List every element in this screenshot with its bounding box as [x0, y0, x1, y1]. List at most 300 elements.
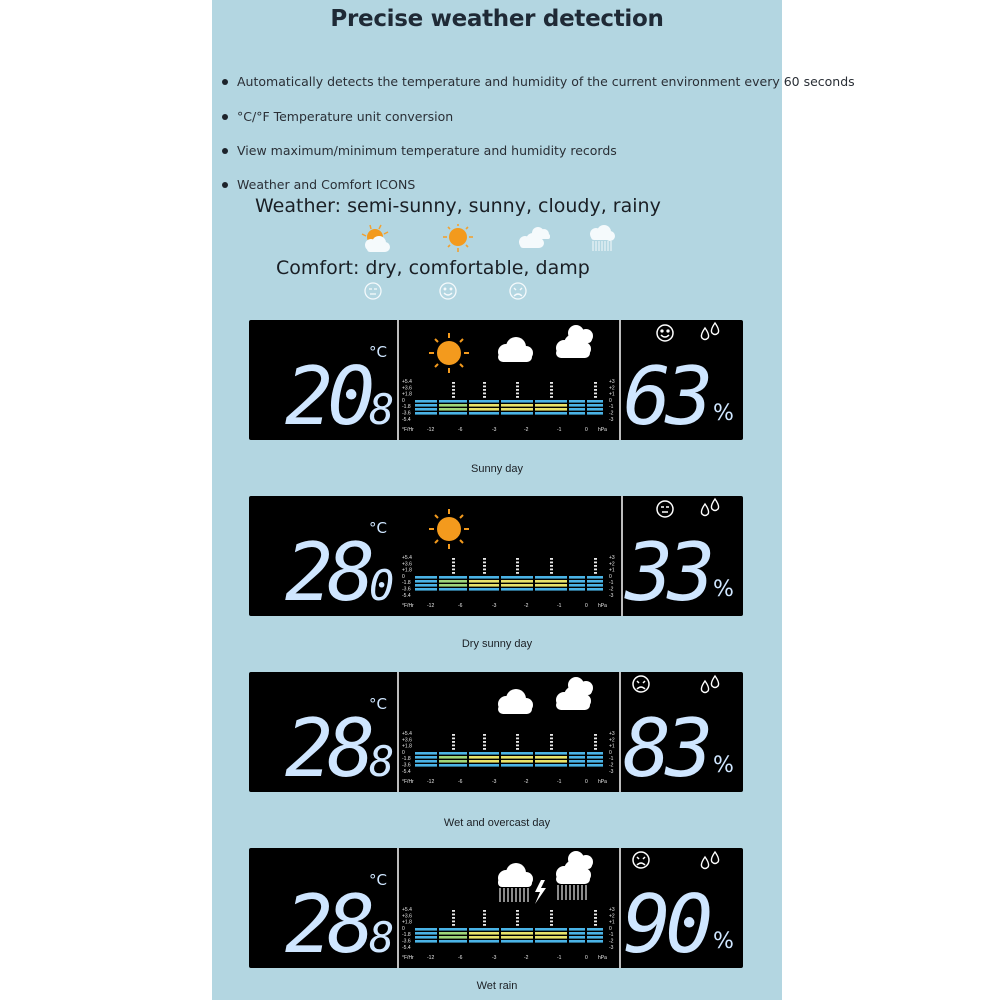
trend-dot — [452, 386, 455, 388]
trend-bar-segment — [439, 408, 467, 411]
trend-bar-segment — [469, 764, 499, 767]
trend-dot — [516, 393, 519, 395]
humidity-digits: 83 — [623, 702, 708, 792]
trend-bar-graph — [399, 672, 619, 792]
trend-bar-segment — [569, 756, 585, 759]
trend-dot — [594, 382, 597, 384]
trend-dot — [516, 924, 519, 926]
trend-bar-segment — [469, 404, 499, 407]
trend-bar-segment — [469, 752, 499, 755]
trend-bar-segment — [569, 580, 585, 583]
trend-bar-segment — [501, 400, 533, 403]
x-axis-label: 0 — [585, 427, 588, 433]
trend-dot — [483, 565, 486, 567]
trend-dot — [483, 393, 486, 395]
y-axis-right-label: +3 — [609, 731, 615, 737]
trend-bar-segment — [535, 404, 567, 407]
trend-bar-segment — [501, 404, 533, 407]
x-axis-label: °F/Hr — [402, 427, 414, 433]
x-axis-label: 0 — [585, 603, 588, 609]
y-axis-left-label: +5.4 — [402, 907, 412, 913]
trend-dot — [452, 748, 455, 750]
x-axis-label: °F/Hr — [402, 603, 414, 609]
trend-dot — [516, 382, 519, 384]
trend-bar-segment — [587, 580, 603, 583]
trend-bar-segment — [439, 580, 467, 583]
damp-face-icon — [633, 852, 649, 868]
feature-bullet-3: View maximum/minimum temperature and humidity records — [222, 143, 617, 158]
bullet-dot-icon — [222, 79, 228, 85]
trend-bar-segment — [535, 932, 567, 935]
temperature-readout — [249, 672, 397, 792]
trend-dot — [452, 569, 455, 571]
trend-dot — [594, 921, 597, 923]
trend-dot — [550, 910, 553, 912]
humidity-unit: % — [713, 753, 734, 778]
feature-bullet-1: Automatically detects the temperature and humidity of the current environment every 60 seconds — [222, 74, 855, 89]
trend-dot — [483, 558, 486, 560]
x-axis-label: hPa — [598, 779, 607, 785]
trend-bar-segment — [587, 928, 603, 931]
cloudy-icon — [519, 227, 550, 248]
weather-legend — [355, 224, 655, 258]
trend-bar-segment — [415, 752, 437, 755]
trend-dot — [483, 921, 486, 923]
trend-dot — [483, 562, 486, 564]
trend-dot — [516, 558, 519, 560]
x-axis-label: -1 — [557, 779, 562, 785]
trend-bar-segment — [415, 580, 437, 583]
trend-dot — [452, 396, 455, 398]
y-axis-left-label: -1.8 — [402, 932, 411, 939]
trend-dot — [452, 910, 455, 912]
trend-bar-segment — [469, 576, 499, 579]
trend-bar-segment — [587, 588, 603, 591]
y-axis-left-label: -5.4 — [402, 416, 411, 423]
temperature-decimal-digit: 8 — [369, 737, 395, 786]
x-axis-label: -3 — [492, 955, 497, 961]
trend-dot — [516, 917, 519, 919]
x-axis-label: 0 — [585, 955, 588, 961]
trend-dot — [594, 914, 597, 916]
bullet-dot-icon — [222, 114, 228, 120]
trend-bar-segment — [439, 400, 467, 403]
feature-bullet-2: °C/°F Temperature unit conversion — [222, 109, 453, 124]
caption-3: Wet and overcast day — [443, 817, 551, 829]
trend-dot — [594, 734, 597, 736]
y-axis-right-label: 0 — [609, 925, 612, 932]
y-axis-right-label: +3 — [609, 907, 615, 913]
trend-dot — [452, 565, 455, 567]
trend-dot — [516, 748, 519, 750]
y-axis-right-label: +2 — [609, 737, 615, 744]
trend-bar-segment — [415, 576, 437, 579]
trend-bar-graph — [399, 320, 619, 440]
trend-dot — [594, 389, 597, 391]
humidity-unit: % — [713, 929, 734, 954]
damp-face-icon — [633, 676, 649, 692]
trend-bar-segment — [535, 584, 567, 587]
trend-dot — [483, 569, 486, 571]
rainy-icon — [498, 863, 533, 902]
trend-bar-segment — [501, 940, 533, 943]
x-axis-label: -1 — [557, 955, 562, 961]
trend-bar-segment — [501, 752, 533, 755]
y-axis-left-label: +3.6 — [402, 913, 412, 920]
humidity-readout — [621, 848, 743, 968]
x-axis-label: -6 — [458, 427, 463, 433]
trend-dot — [516, 572, 519, 574]
trend-dot — [516, 745, 519, 747]
trend-bar-segment — [501, 580, 533, 583]
y-axis-left-label: +1.8 — [402, 567, 412, 574]
trend-bar-segment — [469, 932, 499, 935]
y-axis-right-label: -1 — [609, 932, 614, 939]
trend-dot — [452, 741, 455, 743]
y-axis-right-label: -1 — [609, 404, 614, 411]
x-axis-label: -6 — [458, 955, 463, 961]
trend-dot — [550, 748, 553, 750]
trend-dot — [550, 921, 553, 923]
trend-bar-segment — [469, 584, 499, 587]
trend-bar-segment — [439, 764, 467, 767]
trend-bar-segment — [501, 588, 533, 591]
trend-bar-segment — [415, 764, 437, 767]
comfort-legend — [355, 280, 555, 304]
trend-bar-segment — [439, 928, 467, 931]
trend-dot — [516, 910, 519, 912]
trend-dot — [550, 558, 553, 560]
temperature-main-digits: 20 — [285, 350, 370, 440]
trend-dot — [516, 389, 519, 391]
trend-bar-segment — [587, 584, 603, 587]
comfort-heading: Comfort: dry, comfortable, damp — [276, 257, 590, 279]
trend-dot — [550, 745, 553, 747]
trend-dot — [594, 917, 597, 919]
caption-4: Wet rain — [476, 980, 518, 992]
y-axis-left-label: +1.8 — [402, 391, 412, 398]
humidity-drops-icon — [701, 852, 718, 869]
trend-bar-segment — [569, 936, 585, 939]
trend-dot — [516, 914, 519, 916]
trend-bar-segment — [501, 936, 533, 939]
trend-bar-segment — [439, 936, 467, 939]
bullet-dot-icon — [222, 182, 228, 188]
temperature-decimal-digit: 0 — [369, 561, 395, 610]
trend-bar-segment — [569, 576, 585, 579]
x-axis-label: -12 — [427, 427, 435, 433]
trend-bar-segment — [501, 928, 533, 931]
rainy-icon — [556, 851, 593, 900]
trend-dot — [550, 386, 553, 388]
trend-dot — [483, 917, 486, 919]
semi-sunny-icon — [362, 225, 390, 252]
trend-bar-segment — [535, 936, 567, 939]
trend-bar-segment — [535, 408, 567, 411]
damp-face-icon — [510, 283, 526, 299]
dry-face-icon — [365, 283, 381, 299]
trend-bar-segment — [535, 756, 567, 759]
x-axis-label: -2 — [524, 779, 529, 785]
cloudy-icon — [556, 677, 593, 710]
y-axis-left-label: +1.8 — [402, 743, 412, 750]
temperature-unit: °C — [369, 871, 387, 889]
trend-bar-segment — [569, 764, 585, 767]
trend-dot — [452, 572, 455, 574]
cloudy-icon — [498, 337, 533, 362]
x-axis-label: 0 — [585, 779, 588, 785]
cloudy-icon — [498, 689, 533, 714]
trend-dot — [594, 565, 597, 567]
lcd-display-sunny-day — [249, 320, 743, 440]
trend-bar-segment — [569, 588, 585, 591]
trend-dot — [452, 921, 455, 923]
x-axis-label: -12 — [427, 603, 435, 609]
trend-bar-segment — [501, 576, 533, 579]
page-title: Precise weather detection — [330, 6, 664, 32]
y-axis-right-label: -2 — [609, 410, 614, 417]
trend-bar-segment — [469, 936, 499, 939]
trend-bar-segment — [501, 756, 533, 759]
semi-sunny-icon — [429, 333, 469, 373]
humidity-drops-icon — [701, 323, 718, 340]
trend-bar-segment — [501, 412, 533, 415]
trend-dot — [452, 917, 455, 919]
y-axis-right-label: -1 — [609, 756, 614, 763]
trend-dot — [594, 738, 597, 740]
y-axis-left-label: +3.6 — [402, 561, 412, 568]
y-axis-right-label: +1 — [609, 743, 615, 750]
trend-dot — [594, 748, 597, 750]
temperature-readout — [249, 320, 397, 440]
x-axis-label: -6 — [458, 603, 463, 609]
y-axis-right-label: +3 — [609, 555, 615, 561]
trend-dot — [594, 396, 597, 398]
trend-bar-segment — [439, 756, 467, 759]
trend-bar-segment — [569, 752, 585, 755]
trend-dot — [452, 734, 455, 736]
trend-bar-segment — [415, 412, 437, 415]
trend-bar-segment — [439, 932, 467, 935]
y-axis-left-label: +5.4 — [402, 731, 412, 737]
y-axis-right-label: 0 — [609, 573, 612, 580]
lcd-display-wet-overcast-day — [249, 672, 743, 792]
y-axis-right-label: +1 — [609, 567, 615, 574]
trend-dot — [550, 738, 553, 740]
rainy-icon — [590, 225, 615, 251]
dry-face-icon — [657, 501, 673, 517]
trend-dot — [483, 386, 486, 388]
trend-bar-segment — [469, 928, 499, 931]
x-axis-label: °F/Hr — [402, 779, 414, 785]
humidity-drops-icon — [701, 499, 718, 516]
trend-bar-segment — [587, 576, 603, 579]
trend-bar-segment — [415, 928, 437, 931]
bullet-dot-icon — [222, 148, 228, 154]
temperature-unit: °C — [369, 695, 387, 713]
lcd-display-wet-rain — [249, 848, 743, 968]
trend-bar-segment — [469, 408, 499, 411]
trend-dot — [550, 924, 553, 926]
x-axis-label: °F/Hr — [402, 955, 414, 961]
trend-bar-segment — [469, 400, 499, 403]
trend-dot — [483, 924, 486, 926]
y-axis-right-label: +2 — [609, 561, 615, 568]
trend-bar-segment — [569, 400, 585, 403]
trend-bar-graph — [399, 496, 619, 616]
sunny-icon — [429, 509, 469, 549]
temperature-readout — [249, 848, 397, 968]
trend-dot — [516, 565, 519, 567]
trend-dot — [483, 382, 486, 384]
weather-heading: Weather: semi-sunny, sunny, cloudy, rainy — [255, 195, 661, 217]
trend-dot — [483, 572, 486, 574]
trend-bar-segment — [569, 408, 585, 411]
trend-bar-segment — [587, 760, 603, 763]
trend-bar-segment — [501, 584, 533, 587]
lcd-display-dry-sunny-day — [249, 496, 743, 616]
trend-dot — [594, 741, 597, 743]
trend-bar-segment — [439, 760, 467, 763]
humidity-digits: 90 — [623, 878, 708, 968]
y-axis-left-label: +5.4 — [402, 555, 412, 561]
trend-bar-segment — [415, 400, 437, 403]
trend-bar-segment — [587, 764, 603, 767]
y-axis-left-label: +5.4 — [402, 379, 412, 385]
trend-bar-segment — [587, 756, 603, 759]
y-axis-left-label: 0 — [402, 925, 405, 932]
trend-bar-segment — [415, 756, 437, 759]
y-axis-right-label: 0 — [609, 397, 612, 404]
trend-dot — [516, 562, 519, 564]
trend-bar-segment — [415, 408, 437, 411]
trend-bar-segment — [569, 760, 585, 763]
trend-bar-segment — [501, 408, 533, 411]
trend-dot — [516, 734, 519, 736]
trend-dot — [516, 921, 519, 923]
y-axis-left-label: -3.6 — [402, 410, 411, 417]
trend-bar-segment — [569, 932, 585, 935]
temperature-main-digits: 28 — [285, 878, 370, 968]
humidity-drops-icon — [701, 676, 718, 693]
trend-dot — [550, 572, 553, 574]
trend-dot — [594, 910, 597, 912]
y-axis-right-label: -3 — [609, 416, 614, 423]
trend-bar-segment — [569, 584, 585, 587]
x-axis-label: -3 — [492, 427, 497, 433]
x-axis-label: hPa — [598, 603, 607, 609]
trend-bar-segment — [569, 940, 585, 943]
trend-bar-segment — [535, 412, 567, 415]
trend-bar-segment — [569, 928, 585, 931]
trend-dot — [483, 741, 486, 743]
y-axis-left-label: -1.8 — [402, 580, 411, 587]
trend-bar-segment — [415, 584, 437, 587]
trend-bar-segment — [469, 760, 499, 763]
trend-bar-segment — [535, 588, 567, 591]
trend-dot — [483, 734, 486, 736]
lightning-icon — [535, 880, 546, 904]
trend-dot — [550, 565, 553, 567]
y-axis-left-label: -3.6 — [402, 938, 411, 945]
y-axis-left-label: +3.6 — [402, 737, 412, 744]
y-axis-left-label: +1.8 — [402, 919, 412, 926]
y-axis-right-label: +3 — [609, 379, 615, 385]
trend-dot — [594, 558, 597, 560]
trend-dot — [550, 569, 553, 571]
trend-dot — [452, 914, 455, 916]
trend-dot — [452, 745, 455, 747]
trend-bar-segment — [415, 932, 437, 935]
trend-dot — [452, 558, 455, 560]
x-axis-label: -1 — [557, 603, 562, 609]
trend-dot — [452, 389, 455, 391]
trend-dot — [452, 393, 455, 395]
trend-dot — [550, 734, 553, 736]
sunny-icon — [443, 224, 473, 252]
trend-bar-segment — [587, 940, 603, 943]
y-axis-left-label: -1.8 — [402, 756, 411, 763]
y-axis-right-label: -1 — [609, 580, 614, 587]
trend-dot — [594, 572, 597, 574]
trend-bar-segment — [535, 576, 567, 579]
trend-dot — [516, 396, 519, 398]
y-axis-left-label: -3.6 — [402, 762, 411, 769]
y-axis-left-label: -1.8 — [402, 404, 411, 411]
caption-1: Sunny day — [471, 463, 523, 475]
y-axis-left-label: 0 — [402, 397, 405, 404]
temperature-decimal-digit: 8 — [369, 385, 395, 434]
trend-dot — [594, 745, 597, 747]
trend-dot — [550, 382, 553, 384]
trend-bar-segment — [469, 412, 499, 415]
y-axis-right-label: -2 — [609, 762, 614, 769]
trend-bar-segment — [587, 752, 603, 755]
trend-bar-segment — [469, 756, 499, 759]
cloudy-icon — [556, 325, 593, 358]
y-axis-right-label: -2 — [609, 586, 614, 593]
x-axis-label: hPa — [598, 955, 607, 961]
trend-bar-segment — [501, 764, 533, 767]
trend-bar-segment — [415, 588, 437, 591]
trend-bar-segment — [439, 412, 467, 415]
x-axis-label: -6 — [458, 779, 463, 785]
temperature-unit: °C — [369, 343, 387, 361]
trend-bar-segment — [587, 936, 603, 939]
trend-bar-segment — [439, 404, 467, 407]
trend-dot — [516, 738, 519, 740]
trend-dot — [452, 738, 455, 740]
humidity-readout — [623, 496, 743, 616]
y-axis-left-label: 0 — [402, 749, 405, 756]
trend-bar-segment — [439, 588, 467, 591]
humidity-unit: % — [713, 577, 734, 602]
trend-dot — [550, 917, 553, 919]
y-axis-right-label: 0 — [609, 749, 612, 756]
trend-dot — [516, 741, 519, 743]
y-axis-left-label: -5.4 — [402, 768, 411, 775]
trend-bar-segment — [415, 404, 437, 407]
temperature-main-digits: 28 — [285, 526, 370, 616]
trend-dot — [452, 562, 455, 564]
y-axis-right-label: +2 — [609, 385, 615, 392]
humidity-digits: 33 — [625, 526, 710, 616]
y-axis-right-label: +2 — [609, 913, 615, 920]
trend-bar-graph — [399, 848, 619, 968]
feature-bullet-4: Weather and Comfort ICONS — [222, 177, 415, 192]
trend-bar-segment — [439, 576, 467, 579]
temperature-decimal-digit: 8 — [369, 913, 395, 962]
